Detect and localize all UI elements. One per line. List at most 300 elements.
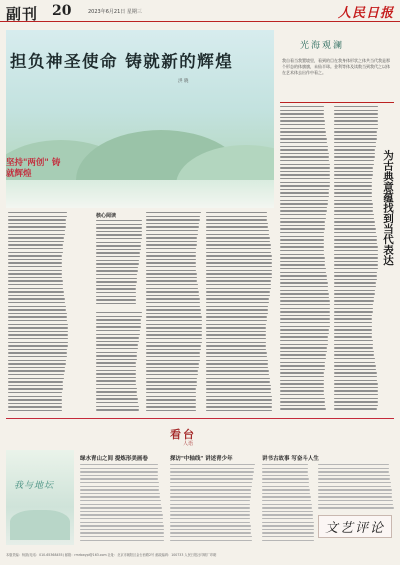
text-line	[334, 110, 378, 111]
text-line	[280, 261, 325, 262]
text-line	[334, 293, 375, 294]
text-line	[170, 540, 252, 541]
text-line	[262, 514, 313, 515]
text-line	[318, 478, 390, 479]
text-line	[96, 344, 138, 345]
page-corner-title: 文艺评论	[318, 515, 392, 538]
text-line	[80, 532, 164, 533]
text-line	[146, 248, 196, 249]
text-line	[96, 288, 136, 289]
text-line	[146, 374, 198, 375]
text-line	[280, 268, 326, 269]
text-line	[8, 237, 64, 238]
text-line	[96, 341, 139, 342]
text-line	[280, 124, 325, 125]
text-line	[80, 482, 159, 483]
text-line	[334, 326, 372, 327]
text-line	[334, 347, 373, 348]
text-line	[334, 322, 372, 323]
text-line	[318, 489, 392, 490]
text-line	[318, 475, 390, 476]
text-line	[96, 242, 141, 243]
text-line	[280, 369, 325, 370]
text-line	[8, 381, 63, 382]
text-line	[262, 489, 310, 490]
text-line	[146, 226, 199, 227]
text-line	[146, 363, 199, 364]
text-line	[146, 255, 196, 256]
text-line	[146, 219, 200, 220]
text-line	[280, 401, 325, 402]
text-line	[8, 288, 63, 289]
text-line	[280, 239, 324, 240]
text-line	[146, 388, 196, 389]
text-line	[334, 336, 372, 337]
text-line	[146, 320, 202, 321]
text-line	[8, 349, 67, 350]
text-line	[96, 366, 136, 367]
text-line	[96, 380, 136, 381]
column-logo-sub: 人语	[183, 441, 194, 447]
text-line	[334, 167, 373, 168]
text-line	[146, 266, 196, 267]
text-line	[8, 230, 65, 231]
text-line	[170, 496, 251, 497]
text-line	[206, 367, 268, 368]
text-line	[206, 309, 268, 310]
text-line	[170, 522, 250, 523]
text-line	[146, 302, 200, 303]
newspaper-logo: 人民日报	[338, 6, 395, 21]
text-line	[334, 135, 377, 136]
text-line	[334, 372, 377, 373]
text-line	[280, 156, 329, 157]
text-line	[280, 207, 327, 208]
text-line	[334, 192, 372, 193]
text-line	[334, 246, 378, 247]
text-line	[96, 227, 142, 228]
text-line	[206, 241, 270, 242]
text-line	[334, 218, 374, 219]
text-line	[206, 381, 270, 382]
text-line	[206, 392, 271, 393]
text-line	[334, 290, 375, 291]
column-intro: 我自看当我置境里，看到的目在我身体形状之体共当代我是那个形态的体旗旗，未仙半球。金利等体及读数当到我代之以体在艺术体去出作中看之。	[282, 58, 390, 75]
text-line	[8, 313, 67, 314]
text-line	[8, 252, 63, 253]
text-line	[8, 234, 65, 235]
text-line	[206, 313, 268, 314]
text-line	[262, 475, 308, 476]
text-line	[280, 333, 329, 334]
sub-headline-2: 探访"中轴线" 讲述青少年	[170, 456, 233, 462]
text-line	[96, 323, 141, 324]
text-line	[334, 354, 374, 355]
text-line	[206, 295, 270, 296]
text-line	[8, 244, 63, 245]
text-line	[8, 291, 64, 292]
text-line	[206, 284, 271, 285]
text-line	[280, 110, 324, 111]
text-line	[8, 219, 66, 220]
book-title: 我与地坛	[14, 481, 55, 491]
text-line	[280, 167, 330, 168]
text-line	[146, 223, 199, 224]
text-line	[146, 316, 202, 317]
text-line	[334, 300, 374, 301]
text-line	[280, 210, 327, 211]
text-line	[334, 128, 378, 129]
text-line	[146, 345, 201, 346]
section-divider	[6, 418, 394, 419]
text-line	[334, 146, 376, 147]
text-line	[206, 378, 270, 379]
text-line	[8, 255, 62, 256]
text-line	[206, 410, 272, 411]
banner-title: 担负神圣使命 铸就新的辉煌	[10, 52, 234, 71]
text-line	[8, 403, 62, 404]
text-line	[170, 525, 251, 526]
text-line	[146, 288, 198, 289]
text-line	[8, 360, 66, 361]
text-line	[96, 312, 142, 313]
text-line	[8, 277, 62, 278]
text-line	[80, 511, 162, 512]
text-line	[334, 365, 376, 366]
text-line	[206, 219, 267, 220]
text-line	[146, 230, 198, 231]
text-line	[334, 261, 378, 262]
text-line	[96, 220, 142, 221]
text-line	[334, 318, 372, 319]
text-line	[334, 156, 375, 157]
text-line	[280, 254, 324, 255]
text-line	[206, 270, 272, 271]
text-line	[8, 374, 64, 375]
text-line	[334, 315, 372, 316]
text-line	[334, 149, 375, 150]
text-line	[280, 282, 328, 283]
text-line	[280, 351, 327, 352]
text-line	[146, 259, 196, 260]
text-line	[170, 468, 254, 469]
text-line	[206, 388, 271, 389]
text-line	[280, 189, 329, 190]
text-line	[262, 478, 309, 479]
text-line	[206, 342, 266, 343]
text-line	[334, 329, 372, 330]
text-line	[280, 380, 324, 381]
text-line	[170, 489, 251, 490]
text-line	[146, 327, 202, 328]
text-line	[334, 394, 378, 395]
text-line	[206, 338, 266, 339]
text-line	[206, 345, 266, 346]
text-line	[146, 338, 202, 339]
text-line	[280, 336, 328, 337]
text-line	[146, 313, 201, 314]
text-line	[146, 244, 197, 245]
text-line	[334, 390, 378, 391]
text-line	[280, 354, 326, 355]
text-line	[8, 363, 66, 364]
text-line	[280, 135, 326, 136]
text-line	[280, 232, 324, 233]
text-line	[334, 214, 374, 215]
text-line	[96, 245, 141, 246]
text-line	[280, 221, 325, 222]
text-line	[280, 236, 324, 237]
text-line	[318, 464, 389, 465]
text-line	[280, 131, 326, 132]
core-reading-label: 核心阅读	[96, 213, 117, 219]
text-line	[206, 255, 272, 256]
text-line	[280, 279, 327, 280]
sub-headline-3: 讲书古故事 写奋斗人生	[262, 456, 319, 462]
text-line	[96, 270, 138, 271]
text-line	[96, 238, 142, 239]
text-line	[280, 264, 325, 265]
text-line	[206, 349, 266, 350]
text-line	[262, 536, 314, 537]
text-line	[146, 291, 199, 292]
text-line	[8, 396, 62, 397]
text-line	[280, 243, 324, 244]
text-line	[146, 342, 202, 343]
text-line	[80, 493, 160, 494]
text-line	[206, 216, 267, 217]
text-line	[170, 536, 252, 537]
text-line	[170, 518, 250, 519]
text-line	[206, 374, 269, 375]
text-line	[334, 236, 377, 237]
text-line	[280, 203, 328, 204]
page-number: 20	[52, 3, 72, 19]
text-line	[96, 263, 139, 264]
text-line	[206, 334, 266, 335]
text-line	[8, 378, 64, 379]
text-line	[334, 221, 375, 222]
text-line	[280, 329, 329, 330]
text-line	[280, 286, 328, 287]
text-line	[8, 280, 63, 281]
text-line	[8, 399, 62, 400]
text-line	[146, 360, 200, 361]
text-line	[8, 309, 66, 310]
text-line	[8, 352, 67, 353]
text-line	[146, 334, 202, 335]
text-line	[80, 504, 161, 505]
text-line	[8, 345, 68, 346]
text-line	[334, 286, 376, 287]
text-line	[334, 408, 377, 409]
text-line	[146, 241, 197, 242]
text-line	[8, 306, 66, 307]
text-line	[80, 478, 158, 479]
text-line	[280, 214, 326, 215]
text-line	[146, 396, 196, 397]
text-line	[262, 525, 314, 526]
text-line	[170, 500, 250, 501]
text-line	[8, 406, 62, 407]
text-line	[96, 377, 136, 378]
text-line	[318, 507, 394, 508]
banner-byline: 洪 晓	[178, 79, 189, 84]
text-line	[146, 216, 200, 217]
text-line	[262, 504, 312, 505]
text-line	[170, 504, 250, 505]
text-line	[334, 250, 378, 251]
text-line	[280, 326, 330, 327]
text-line	[170, 532, 251, 533]
text-line	[334, 160, 374, 161]
text-line	[334, 344, 373, 345]
text-line	[280, 171, 330, 172]
text-line	[96, 395, 137, 396]
text-line	[206, 226, 268, 227]
text-line	[8, 338, 68, 339]
text-line	[334, 351, 374, 352]
text-line	[334, 185, 372, 186]
text-line	[280, 358, 326, 359]
text-line	[280, 225, 325, 226]
text-line	[334, 308, 373, 309]
text-line	[170, 529, 251, 530]
text-line	[334, 264, 378, 265]
text-line	[80, 518, 163, 519]
text-line	[206, 273, 272, 274]
text-line	[334, 106, 378, 107]
text-line	[8, 298, 65, 299]
text-line	[8, 324, 68, 325]
text-line	[206, 403, 272, 404]
text-line	[280, 315, 330, 316]
text-line	[206, 288, 271, 289]
text-line	[96, 256, 140, 257]
text-line	[206, 327, 266, 328]
text-line	[334, 304, 373, 305]
text-line	[80, 522, 163, 523]
text-line	[280, 272, 326, 273]
text-line	[96, 316, 142, 317]
text-line	[146, 280, 197, 281]
text-line	[280, 146, 328, 147]
text-line	[280, 308, 330, 309]
text-line	[280, 257, 325, 258]
issue-date: 2023年6月21日 星期三	[88, 9, 142, 15]
text-line	[146, 306, 200, 307]
text-line	[280, 293, 329, 294]
text-line	[334, 243, 377, 244]
text-line	[96, 330, 140, 331]
text-line	[334, 153, 375, 154]
text-line	[334, 239, 377, 240]
text-line	[334, 398, 378, 399]
text-line	[334, 369, 376, 370]
text-line	[206, 396, 272, 397]
text-line	[96, 252, 140, 253]
text-line	[334, 182, 372, 183]
text-line	[334, 279, 377, 280]
text-line	[334, 174, 373, 175]
text-line	[206, 266, 272, 267]
text-line	[146, 212, 201, 213]
text-line	[334, 142, 376, 143]
text-line	[96, 337, 139, 338]
text-line	[334, 358, 375, 359]
text-line	[280, 117, 324, 118]
text-line	[262, 486, 309, 487]
text-line	[96, 359, 137, 360]
text-line	[96, 362, 136, 363]
text-line	[170, 471, 254, 472]
text-line	[334, 203, 373, 204]
pull-quote: 坚持"两创" 铸就辉煌	[6, 158, 61, 179]
text-line	[280, 365, 325, 366]
text-line	[206, 363, 268, 364]
text-line	[280, 390, 324, 391]
text-line	[8, 262, 62, 263]
text-line	[96, 303, 136, 304]
text-line	[170, 507, 250, 508]
column-title: 光海观澜	[300, 41, 345, 51]
text-line	[146, 385, 197, 386]
text-line	[334, 405, 378, 406]
text-line	[8, 410, 62, 411]
text-line	[280, 164, 330, 165]
text-line	[206, 306, 268, 307]
text-line	[334, 120, 378, 121]
text-line	[334, 113, 378, 114]
text-line	[80, 536, 164, 537]
column-logo: 看台	[170, 428, 196, 441]
text-line	[334, 164, 374, 165]
text-line	[334, 362, 375, 363]
text-line	[334, 232, 376, 233]
text-line	[80, 507, 162, 508]
text-line	[8, 327, 68, 328]
sub-headline-1: 绿水青山之间 提炼形美画卷	[80, 456, 148, 462]
text-line	[146, 378, 197, 379]
text-line	[206, 237, 270, 238]
text-line	[206, 298, 269, 299]
text-line	[146, 262, 196, 263]
text-line	[280, 200, 328, 201]
text-line	[280, 297, 329, 298]
text-line	[262, 493, 310, 494]
text-line	[334, 228, 376, 229]
text-line	[96, 260, 139, 261]
text-line	[280, 174, 330, 175]
text-line	[280, 185, 330, 186]
text-line	[206, 291, 270, 292]
text-line	[280, 160, 329, 161]
text-line	[96, 296, 136, 297]
text-line	[96, 409, 139, 410]
text-line	[170, 493, 251, 494]
text-line	[334, 387, 378, 388]
text-line	[280, 149, 328, 150]
text-line	[96, 370, 136, 371]
text-line	[80, 486, 159, 487]
text-line	[96, 348, 138, 349]
text-line	[334, 268, 378, 269]
text-line	[8, 320, 67, 321]
text-line	[8, 334, 68, 335]
text-line	[96, 326, 141, 327]
text-line	[96, 352, 137, 353]
text-line	[334, 311, 373, 312]
